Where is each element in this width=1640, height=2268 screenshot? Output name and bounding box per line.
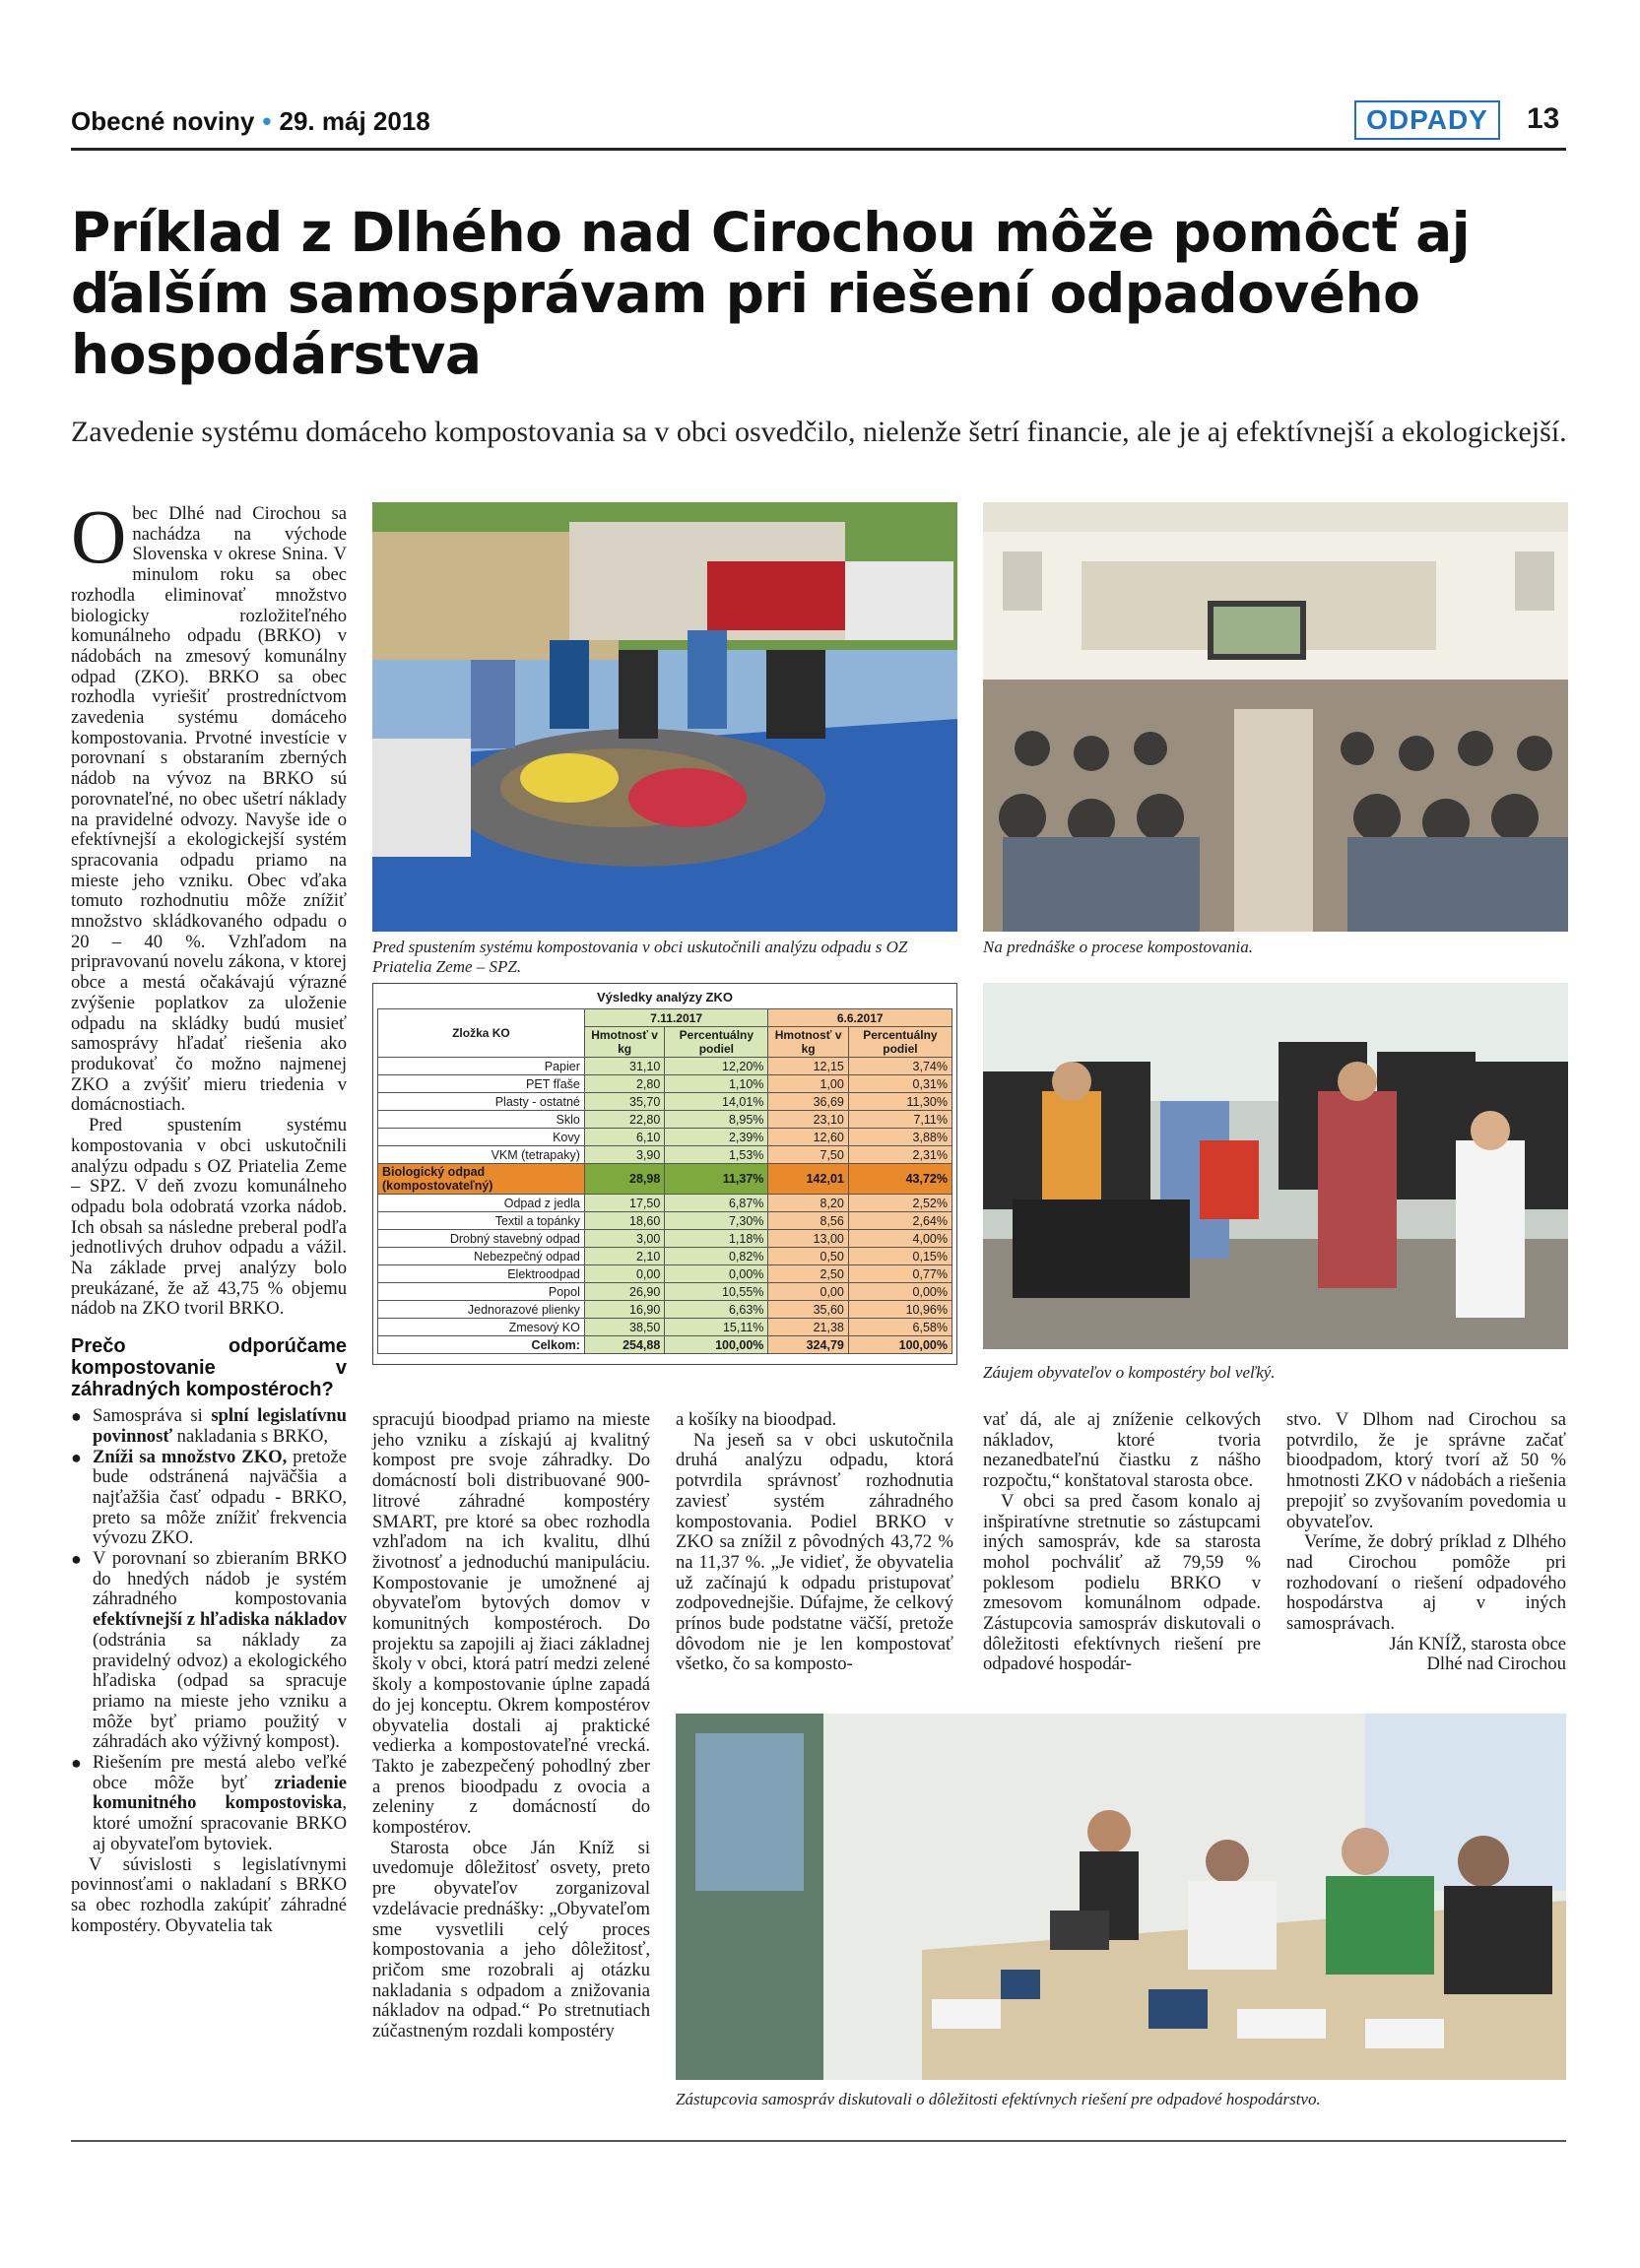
photo-caption: Záujem obyvateľov o kompostéry bol veľký. — [983, 1363, 1276, 1382]
column-2 — [372, 1410, 650, 2042]
masthead — [71, 106, 430, 137]
table-cell: 11,30% — [848, 1093, 951, 1111]
bullet-list — [71, 1406, 347, 1854]
table-cell: 8,95% — [665, 1111, 768, 1129]
table-cell: 142,01 — [768, 1164, 848, 1195]
paragraph: Na jeseň sa v obci uskutočnila druhá analýzu odpadu, ktorá potvrdila správnosť rozhodnutia zaviesť systém záhradného kompostovania. Podiel BRKO v ZKO sa znížil z pôvodných 43,72 % na 11,37 %. „Je vidieť, že obyvatelia už začínajú k odpadu pristupovať zodpovednejšie. Dúfajme, že celkový prínos bude podstatne väčší, pretože dôvodom nie je len kompostovať všetko, čo sa komposto- — [676, 1429, 953, 1675]
table-cell-label: Drobný stavebný odpad — [378, 1230, 585, 1248]
bullet-item: ● Zníži sa množstvo ZKO, pretože bude odstránená najväčšia a najťažšia časť odpadu - BRKO, preto sa môže znížiť frekvencia vývozu ZKO. — [71, 1446, 348, 1549]
table-cell-label: Plasty - ostatné — [378, 1093, 585, 1111]
photo-caption: Zástupcovia samospráv diskutovali o dôležitosti efektívnych riešení pre odpadové hospodárstvo. — [676, 2090, 1321, 2108]
table-cell: 2,31% — [848, 1146, 951, 1164]
table-cell: 6,10 — [584, 1129, 664, 1146]
table-cell: 2,52% — [848, 1195, 951, 1212]
paragraph: V obci sa pred časom konalo aj inšpiratívne stretnutie so zástupcami iných samospráv, kde sa starosta mohol pochváliť až 79,59 % poklesom podielu BRKO v zmesovom komunálnom odpade. Zástupcovia samospráv diskutovali o dôležitosti efektívnych riešení pre odpadové hospodár- — [983, 1490, 1261, 1675]
table-cell: 324,79 — [768, 1336, 848, 1354]
bullet-item: ● Riešením pre mestá alebo veľké obce môže byť zriadenie komunitného kompostoviska, ktoré umožní spracovanie BRKO aj obyvateľom bytoviek. — [71, 1752, 347, 1854]
table-cell: 12,20% — [665, 1058, 768, 1075]
table-cell: 1,00 — [768, 1075, 848, 1093]
table-cell-label: Nebezpečný odpad — [378, 1248, 585, 1265]
table-cell: 10,96% — [848, 1301, 951, 1319]
paragraph: vať dá, ale aj zníženie celkových nákladov, ktoré tvoria nezanedbateľnú čiastku z nášho rozpočtu,“ konštatoval starosta obce. — [983, 1409, 1261, 1492]
table-cell: 7,30% — [665, 1212, 768, 1230]
photo-caption: Pred spustením systému kompostovania v obci uskutočnili analýzu odpadu s OZ Priatelia Zeme – SPZ. — [372, 938, 908, 976]
table-cell: 3,00 — [584, 1230, 664, 1248]
table-cell: 7,11% — [848, 1111, 951, 1129]
table-cell: 12,60 — [768, 1129, 848, 1146]
table-cell-label: Jednorazové plienky — [378, 1301, 585, 1319]
table-cell: 1,53% — [665, 1146, 768, 1164]
table-cell: 0,77% — [848, 1265, 951, 1283]
table — [377, 1008, 952, 1354]
table-cell: 2,80 — [584, 1075, 664, 1093]
table-cell: 3,90 — [584, 1146, 664, 1164]
table-row — [378, 1336, 952, 1354]
table-cell: 0,00% — [848, 1283, 951, 1301]
table-cell-label: PET fľaše — [378, 1075, 585, 1093]
table-cell: 31,10 — [584, 1058, 664, 1075]
table-row — [378, 1164, 952, 1195]
table-cell: 22,80 — [584, 1111, 664, 1129]
table-cell-label: Zmesový KO — [378, 1319, 585, 1336]
footer-rule — [71, 2140, 1566, 2142]
headline: Príklad z Dlhého nad Cirochou môže pomôcť aj ďalším samosprávam pri riešení odpadového hospodárstva — [71, 201, 1471, 386]
table-header: 6.6.2017 — [768, 1009, 952, 1027]
table-cell: 23,10 — [768, 1111, 848, 1129]
photo-composters — [983, 983, 1568, 1349]
table-cell: 0,00 — [584, 1265, 664, 1283]
lead-paragraph: Zavedenie systému domáceho kompostovania sa v obci osvedčilo, nielenže šetrí financie, ale je aj efektívnejší a ekologickejší. — [71, 416, 1567, 448]
bullet-icon: ● — [71, 1549, 82, 1570]
table-cell: 11,37% — [665, 1164, 768, 1195]
table-row — [378, 1058, 952, 1075]
paragraph: V súvislosti s legislatívnymi povinnosťami o nakladaní s BRKO sa obec rozhodla zakúpiť záhradné kompostéry. Obyvatelia tak — [71, 1853, 347, 1936]
photo-lecture — [983, 502, 1568, 932]
table-cell: 0,00% — [665, 1265, 768, 1283]
table-cell-label: Textil a topánky — [378, 1212, 585, 1230]
table-title: Výsledky analýzy ZKO — [596, 990, 733, 1004]
table-row — [378, 1283, 952, 1301]
table-header: Hmotnosť v kg — [768, 1027, 848, 1058]
photo-meeting — [676, 1714, 1566, 2080]
column-1 — [71, 493, 348, 1936]
table-cell: 1,10% — [665, 1075, 768, 1093]
table-row — [378, 1265, 952, 1283]
table-cell: 3,74% — [848, 1058, 951, 1075]
table-cell: 0,00 — [768, 1283, 848, 1301]
table-cell: 35,70 — [584, 1093, 664, 1111]
table-header: 7.11.2017 — [584, 1009, 768, 1027]
paragraph: Veríme, že dobrý príklad z Dlhého nad Cirochou pomôže pri rozhodovaní o riešení odpadového hospodárstva aj v iných samosprávach. — [1286, 1531, 1566, 1635]
bullet-icon: ● — [71, 1753, 82, 1774]
header-rule — [71, 148, 1566, 151]
column-3 — [676, 1410, 953, 1675]
issue-date: 29. máj 2018 — [279, 106, 430, 136]
table-cell: 100,00% — [665, 1336, 768, 1354]
first-paragraph: Obec Dlhé nad Cirochou sa nachádza na východe Slovenska v okrese Snina. V minulom roku sa obec rozhodla eliminovať množstvo biologicky rozložiteľného komunálneho odpadu (BRKO) v nádobách na zmesový komunálny odpad (ZKO). BRKO sa obec rozhodla vyriešiť prostredníctvom zavedenia systému domáceho kompostovania. Prvotné investície v porovnaní s obstaraním zberných nádob na vývoz na BRKO sú porovnateľné, no obec ušetrí náklady na pravidelné odvozy. Navyše ide o efektívnejší a ekologickejší systém spracovania odpadu priamo na mieste jeho vzniku. Obec vďaka tomuto rozhodnutiu môže znížiť množstvo skládkovaného odpadu o 20 – 40 %. Vzhľadom na pripravovanú novelu zákona, v ktorej obce a mestá očakávajú výrazné zvýšenie poplatkov za uloženie odpadu na skládky budú musieť samosprávy hľadať riešenia ako produkovať čo možno najmenej ZKO a zvýšiť mieru triedenia v domácnostiach. — [71, 493, 347, 1116]
signature: Ján KNÍŽ, starosta obce Dlhé nad Cirochou — [1389, 1633, 1566, 1675]
table-cell: 16,90 — [584, 1301, 664, 1319]
paragraph: Starosta obce Ján Kníž si uvedomuje dôležitosť osvety, preto pre obyvateľov zorganizoval vzdelávacie prednášky: „Obyvateľom sme vysvetlili celý proces kompostovania a jeho dôležitosť, pričom sme rozobrali aj otázku nakladania s odpadom a znižovania nákladov na odpad.“ Po stretnutiach zúčastneným rozdali kompostéry — [372, 1837, 650, 2042]
table-cell: 13,00 — [768, 1230, 848, 1248]
table-cell: 0,31% — [848, 1075, 951, 1093]
table-header: Percentuálny podiel — [848, 1027, 951, 1058]
table-row — [378, 1319, 952, 1336]
table-header: Hmotnosť v kg — [584, 1027, 664, 1058]
paragraph: spracujú bioodpad priamo na mieste jeho vzniku a získajú aj kvalitný kompost pre svoje záhradky. Do domácností boli distribuované 900-litrové záhradné kompostéry SMART, pre ktoré sa obec rozhodla vzhľadom na ich kvalitu, dlhú životnosť a jednoduchú manipuláciu. Kompostovanie je umožnené aj obyvateľom bytových domov v komunitných kompostéroch. Do projektu sa zapojili aj žiaci základnej školy v obci, ktorá patrí medzi zelené školy a kompostovanie úplne zapadá do jej konceptu. Okrem kompostérov obyvatelia dostali aj praktické vedierka a kompostovateľné vrecká. Takto je zabezpečený pohodlný zber a prenos bioodpadu z ovocia a zeleniny z domácností do kompostérov. — [372, 1409, 650, 1839]
bullet-item: ● Samospráva si splní legislatívnu povinnosť nakladania s BRKO, — [71, 1405, 347, 1447]
table-cell-label: Papier — [378, 1058, 585, 1075]
table-cell: 43,72% — [848, 1164, 951, 1195]
table-cell: 0,50 — [768, 1248, 848, 1265]
subheading: Prečo odporúčame kompostovanie v záhradných kompostéroch? — [71, 1335, 347, 1401]
table-row — [378, 1248, 952, 1265]
table-cell: 1,18% — [665, 1230, 768, 1248]
table-cell-label: VKM (tetrapaky) — [378, 1146, 585, 1164]
paper-name: Obecné noviny — [71, 106, 255, 136]
table-cell: 14,01% — [665, 1093, 768, 1111]
table-cell: 35,60 — [768, 1301, 848, 1319]
paragraph: stvo. V Dlhom nad Cirochou sa potvrdilo, že je správne začať bioodpadom, ktorý tvorí až 50 % hmotnosti ZKO v nádobách a riešenia prepojiť so zvyšovaním povedomia u obyvateľov. — [1286, 1409, 1566, 1532]
table-cell-label: Elektroodpad — [378, 1265, 585, 1283]
table-cell: 15,11% — [665, 1319, 768, 1336]
results-table — [372, 983, 957, 1365]
table-cell-label: Kovy — [378, 1129, 585, 1146]
table-cell: 12,15 — [768, 1058, 848, 1075]
table-row — [378, 1129, 952, 1146]
paragraph: Pred spustením systému kompostovania v obci uskutočnili analýzu odpadu s OZ Priatelia Zeme – SPZ. V deň zvozu komunálneho odpadu bola odobratá vzorka nádob. Ich obsah sa následne preberal podľa jednotlivých druhov odpadu a vážil. Na základe prvej analýzy bolo preukázané, že až 43,75 % objemu nádob na ZKO tvoril BRKO. — [71, 1115, 347, 1320]
table-cell-label: Odpad z jedla — [378, 1195, 585, 1212]
table-cell-label: Sklo — [378, 1111, 585, 1129]
photo-waste-analysis — [372, 502, 957, 932]
table-cell: 0,15% — [848, 1248, 951, 1265]
table-cell: 2,50 — [768, 1265, 848, 1283]
table-cell: 2,64% — [848, 1212, 951, 1230]
table-cell: 36,69 — [768, 1093, 848, 1111]
header-separator: • — [262, 106, 272, 136]
table-row — [378, 1212, 952, 1230]
table-cell: 0,82% — [665, 1248, 768, 1265]
table-cell: 21,38 — [768, 1319, 848, 1336]
table-cell: 4,00% — [848, 1230, 951, 1248]
table-cell: 3,88% — [848, 1129, 951, 1146]
table-header: Percentuálny podiel — [665, 1027, 768, 1058]
table-cell: 18,60 — [584, 1212, 664, 1230]
photo-caption: Na prednáške o procese kompostovania. — [983, 938, 1253, 956]
section-tag: ODPADY — [1354, 100, 1500, 140]
page-number: 13 — [1527, 102, 1560, 135]
table-cell: 38,50 — [584, 1319, 664, 1336]
table-row — [378, 1195, 952, 1212]
table-row — [378, 1111, 952, 1129]
paragraph: a košíky na bioodpad. — [676, 1409, 837, 1430]
table-cell: 26,90 — [584, 1283, 664, 1301]
table-row — [378, 1146, 952, 1164]
table-cell: 10,55% — [665, 1283, 768, 1301]
table-cell: 6,63% — [665, 1301, 768, 1319]
table-row — [378, 1093, 952, 1111]
table-cell: 7,50 — [768, 1146, 848, 1164]
column-4 — [983, 1410, 1261, 1675]
table-cell: 17,50 — [584, 1195, 664, 1212]
bullet-item: ● V porovnaní so zbieraním BRKO do hnedých nádob je systém záhradného kompostovania efektívnejší z hľadiska nákladov (odstránia sa náklady za pravidelný odvoz) a ekologického hľadiska (odpad sa spracuje priamo na mieste jeho vzniku a môže byť priamo použitý v záhradách ako výživný kompost). — [71, 1548, 347, 1753]
bullet-icon: ● — [71, 1447, 82, 1467]
table-cell: 2,39% — [665, 1129, 768, 1146]
bullet-icon: ● — [71, 1406, 82, 1427]
table-row — [378, 1075, 952, 1093]
table-cell-label: Celkom: — [378, 1336, 585, 1354]
table-cell: 2,10 — [584, 1248, 664, 1265]
table-cell: 6,87% — [665, 1195, 768, 1212]
column-5 — [1286, 1410, 1566, 1675]
table-row — [378, 1301, 952, 1319]
table-cell: 100,00% — [848, 1336, 951, 1354]
table-cell: 254,88 — [584, 1336, 664, 1354]
table-cell: 28,98 — [584, 1164, 664, 1195]
table-cell-label: Popol — [378, 1283, 585, 1301]
table-header: Zložka KO — [378, 1009, 585, 1058]
table-cell-label: Biologický odpad (kompostovateľný) — [378, 1164, 585, 1195]
dropcap: O — [71, 493, 127, 579]
table-cell: 8,56 — [768, 1212, 848, 1230]
table-cell: 6,58% — [848, 1319, 951, 1336]
table-row — [378, 1230, 952, 1248]
table-cell: 8,20 — [768, 1195, 848, 1212]
